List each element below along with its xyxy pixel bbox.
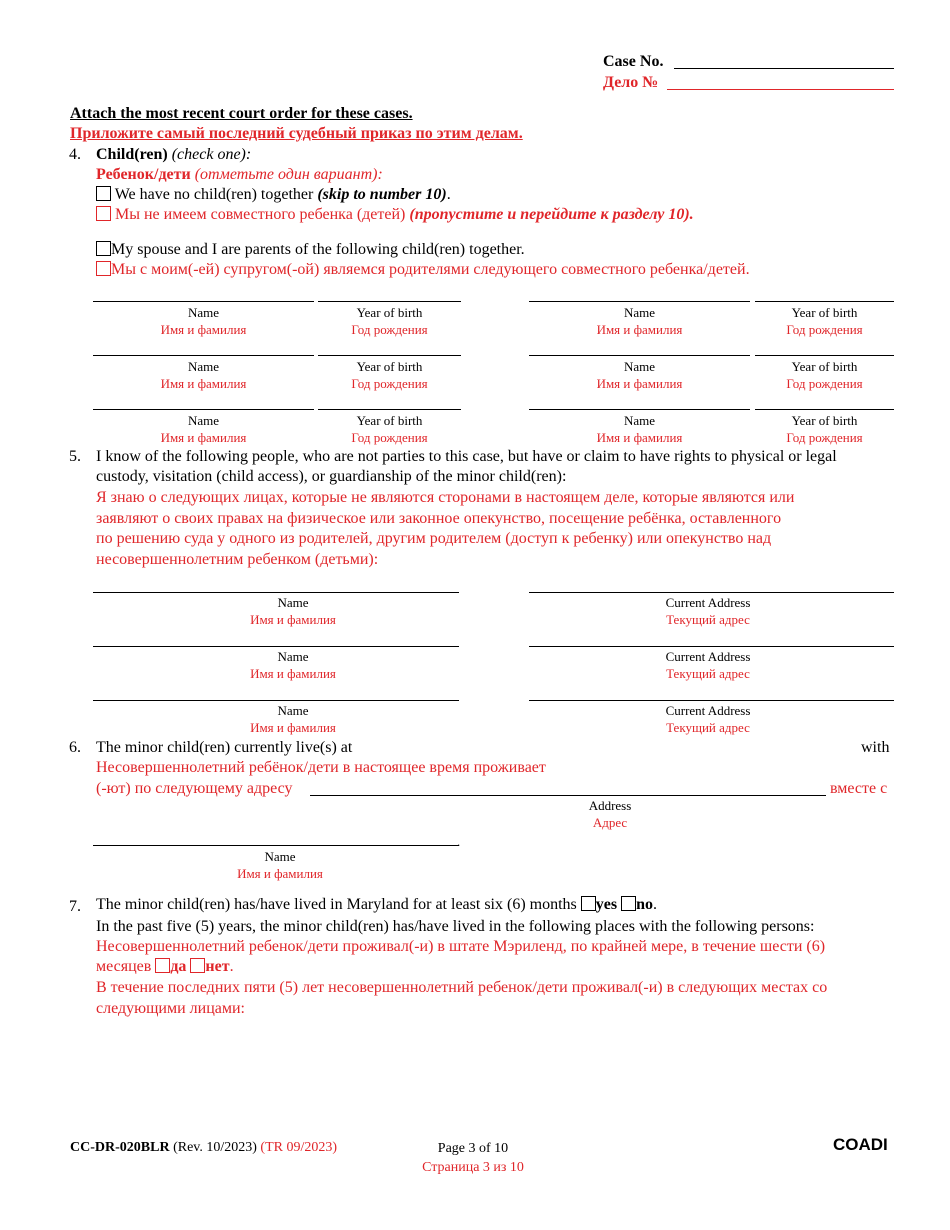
option-parents <box>96 240 525 260</box>
child-yob-caption: Year of birth Год рождения <box>786 305 863 337</box>
yes-label: yes <box>595 896 618 913</box>
no-children-checkbox[interactable] <box>96 186 111 201</box>
form-id <box>70 1139 337 1157</box>
child-yob-field[interactable] <box>755 301 894 302</box>
parents-label-ru: Мы с моим(-ей) супругом(-ой) являемся родителями следующего совместного ребенка/детей. <box>111 261 750 278</box>
child-yob-field[interactable] <box>318 301 461 302</box>
child-yob-caption: Year of birth Год рождения <box>786 359 863 391</box>
section-7-number: 7. <box>69 898 81 915</box>
form-rev: (Rev. 10/2023) <box>169 1140 261 1155</box>
case-no-label-ru: Дело № <box>603 74 659 91</box>
parents-checkbox[interactable] <box>96 241 111 256</box>
section-4-title <box>96 145 251 165</box>
da-checkbox[interactable] <box>155 958 170 973</box>
person-name-caption: Name Имя и фамилия <box>250 595 336 627</box>
person-name-field[interactable] <box>93 592 459 593</box>
question-end: . <box>653 896 657 913</box>
option-no-children-ru <box>96 205 694 225</box>
check-one-hint-ru: (отметьте один вариант): <box>194 166 383 183</box>
option-no-children <box>96 185 451 205</box>
section-5-ru-line4: несовершеннолетним ребенком (детьми): <box>96 551 379 568</box>
child-yob-caption: Year of birth Год рождения <box>351 359 428 391</box>
child-yob-caption: Year of birth Год рождения <box>786 413 863 445</box>
child-address-field[interactable] <box>310 795 826 796</box>
section-6-ru-line1: Несовершеннолетний ребёнок/дети в настоящее время проживает <box>96 759 546 776</box>
section-5-en-line2: custody, visitation (child access), or guardianship of the minor child(ren): <box>96 468 567 485</box>
no-children-label-ru: Мы не имеем совместного ребенка (детей) <box>115 206 410 223</box>
option-parents-ru <box>96 260 750 280</box>
person-address-caption: Current Address Текущий адрес <box>665 703 751 735</box>
child-name-caption: Name Имя и фамилия <box>596 359 683 391</box>
person-name-caption: Name Имя и фамилия <box>250 703 336 735</box>
child-yob-field[interactable] <box>318 409 461 410</box>
person-name-field[interactable] <box>93 700 459 701</box>
child-name-field[interactable] <box>529 301 750 302</box>
child-name-caption: Name Имя и фамилия <box>596 413 683 445</box>
attach-notice-ru: Приложите самый последний судебный приказ по этим делам. <box>70 125 523 142</box>
section-6-with-ru: вместе с <box>830 780 888 797</box>
child-name-field[interactable] <box>529 355 750 356</box>
check-one-hint: (check one): <box>171 146 252 163</box>
section-4-title-ru <box>96 165 383 185</box>
skip-note: (skip to number 10) <box>317 186 447 203</box>
no-label: no <box>636 896 653 913</box>
section-6-en-line1: The minor child(ren) currently live(s) at <box>96 739 353 756</box>
live-with-name-field[interactable] <box>93 845 459 846</box>
section-7-ru-line4: следующими лицами: <box>96 1000 245 1017</box>
section-5-ru-line2: заявляют о своих правах на физическое или законное опекунство, посещение ребёнка, оставленного <box>96 510 782 527</box>
attach-notice: Attach the most recent court order for these cases. <box>70 105 413 122</box>
parents-checkbox-ru[interactable] <box>96 261 111 276</box>
no-checkbox[interactable] <box>621 896 636 911</box>
child-yob-field[interactable] <box>755 409 894 410</box>
child-name-caption: Name Имя и фамилия <box>160 305 247 337</box>
question-end-ru: . <box>229 958 234 975</box>
maryland-question: The minor child(ren) has/have lived in Maryland for at least six (6) months <box>96 896 577 913</box>
child-yob-caption: Year of birth Год рождения <box>351 413 428 445</box>
child-name-field[interactable] <box>93 301 314 302</box>
months-label-ru: месяцев <box>96 958 152 975</box>
case-no-field[interactable] <box>674 68 894 69</box>
period-mark: . <box>457 834 461 849</box>
child-name-caption: Name Имя и фамилия <box>160 359 247 391</box>
address-caption: Address Адрес <box>588 798 632 830</box>
section-6-ru-line2: (-ют) по следующему адресу <box>96 780 293 797</box>
page-number <box>400 1139 546 1177</box>
section-7-ru-line2 <box>96 957 234 977</box>
section-4-number: 4. <box>69 146 81 163</box>
section-7-ru-line1: Несовершеннолетний ребенок/дети проживал(-и) в штате Мэриленд, по крайней мере, в течение шести (6) <box>96 938 826 955</box>
option-end: . <box>446 186 451 203</box>
page-number-ru: Страница 3 из 10 <box>422 1160 524 1175</box>
person-address-field[interactable] <box>529 592 894 593</box>
brand-logo: COADI <box>833 1135 888 1154</box>
child-yob-field[interactable] <box>318 355 461 356</box>
live-with-name-caption: Name Имя и фамилия <box>237 849 323 881</box>
parents-label: My spouse and I are parents of the following child(ren) together. <box>111 241 525 258</box>
person-address-caption: Current Address Текущий адрес <box>665 595 751 627</box>
section-5-number: 5. <box>69 448 81 465</box>
child-name-field[interactable] <box>93 355 314 356</box>
skip-note-ru: (пропустите и перейдите к разделу 10). <box>409 206 694 223</box>
children-title-ru: Ребенок/дети <box>96 166 191 183</box>
no-children-label: We have no child(ren) together <box>114 186 318 203</box>
child-name-field[interactable] <box>93 409 314 410</box>
child-name-caption: Name Имя и фамилия <box>160 413 247 445</box>
section-7-en-line1 <box>96 895 657 915</box>
child-name-field[interactable] <box>529 409 750 410</box>
person-address-caption: Current Address Текущий адрес <box>665 649 751 681</box>
section-5-ru-line1: Я знаю о следующих лицах, которые не являются сторонами в настоящем деле, которые являются или <box>96 489 795 506</box>
section-7-en-line2: In the past five (5) years, the minor child(ren) has/have lived in the following places with the following persons: <box>96 918 815 935</box>
child-name-caption: Name Имя и фамилия <box>596 305 683 337</box>
child-yob-caption: Year of birth Год рождения <box>351 305 428 337</box>
person-name-caption: Name Имя и фамилия <box>250 649 336 681</box>
section-6-number: 6. <box>69 739 81 756</box>
form-code: CC-DR-020BLR <box>70 1140 170 1155</box>
child-yob-field[interactable] <box>755 355 894 356</box>
da-label: да <box>170 958 187 975</box>
case-no-label: Case No. <box>603 53 664 70</box>
yes-checkbox[interactable] <box>581 896 596 911</box>
person-address-field[interactable] <box>529 646 894 647</box>
person-address-field[interactable] <box>529 700 894 701</box>
page-number-en: Page 3 of 10 <box>437 1141 509 1156</box>
no-children-checkbox-ru[interactable] <box>96 206 111 221</box>
net-label: нет <box>205 958 230 975</box>
case-no-field-ru[interactable] <box>667 89 894 90</box>
form-tr: (TR 09/2023) <box>260 1140 338 1155</box>
section-7-ru-line3: В течение последних пяти (5) лет несовершеннолетний ребенок/дети проживал(-и) в следующих местах со <box>96 979 828 996</box>
section-5-en-line1: I know of the following people, who are not parties to this case, but have or claim to have rights to physical or legal <box>96 448 837 465</box>
section-5-ru-line3: по решению суда у одного из родителей, другим родителем (доступ к ребенку) или опекунство над <box>96 530 772 547</box>
person-name-field[interactable] <box>93 646 459 647</box>
net-checkbox[interactable] <box>190 958 205 973</box>
section-6-with: with <box>861 739 890 756</box>
children-title: Child(ren) <box>96 146 168 163</box>
